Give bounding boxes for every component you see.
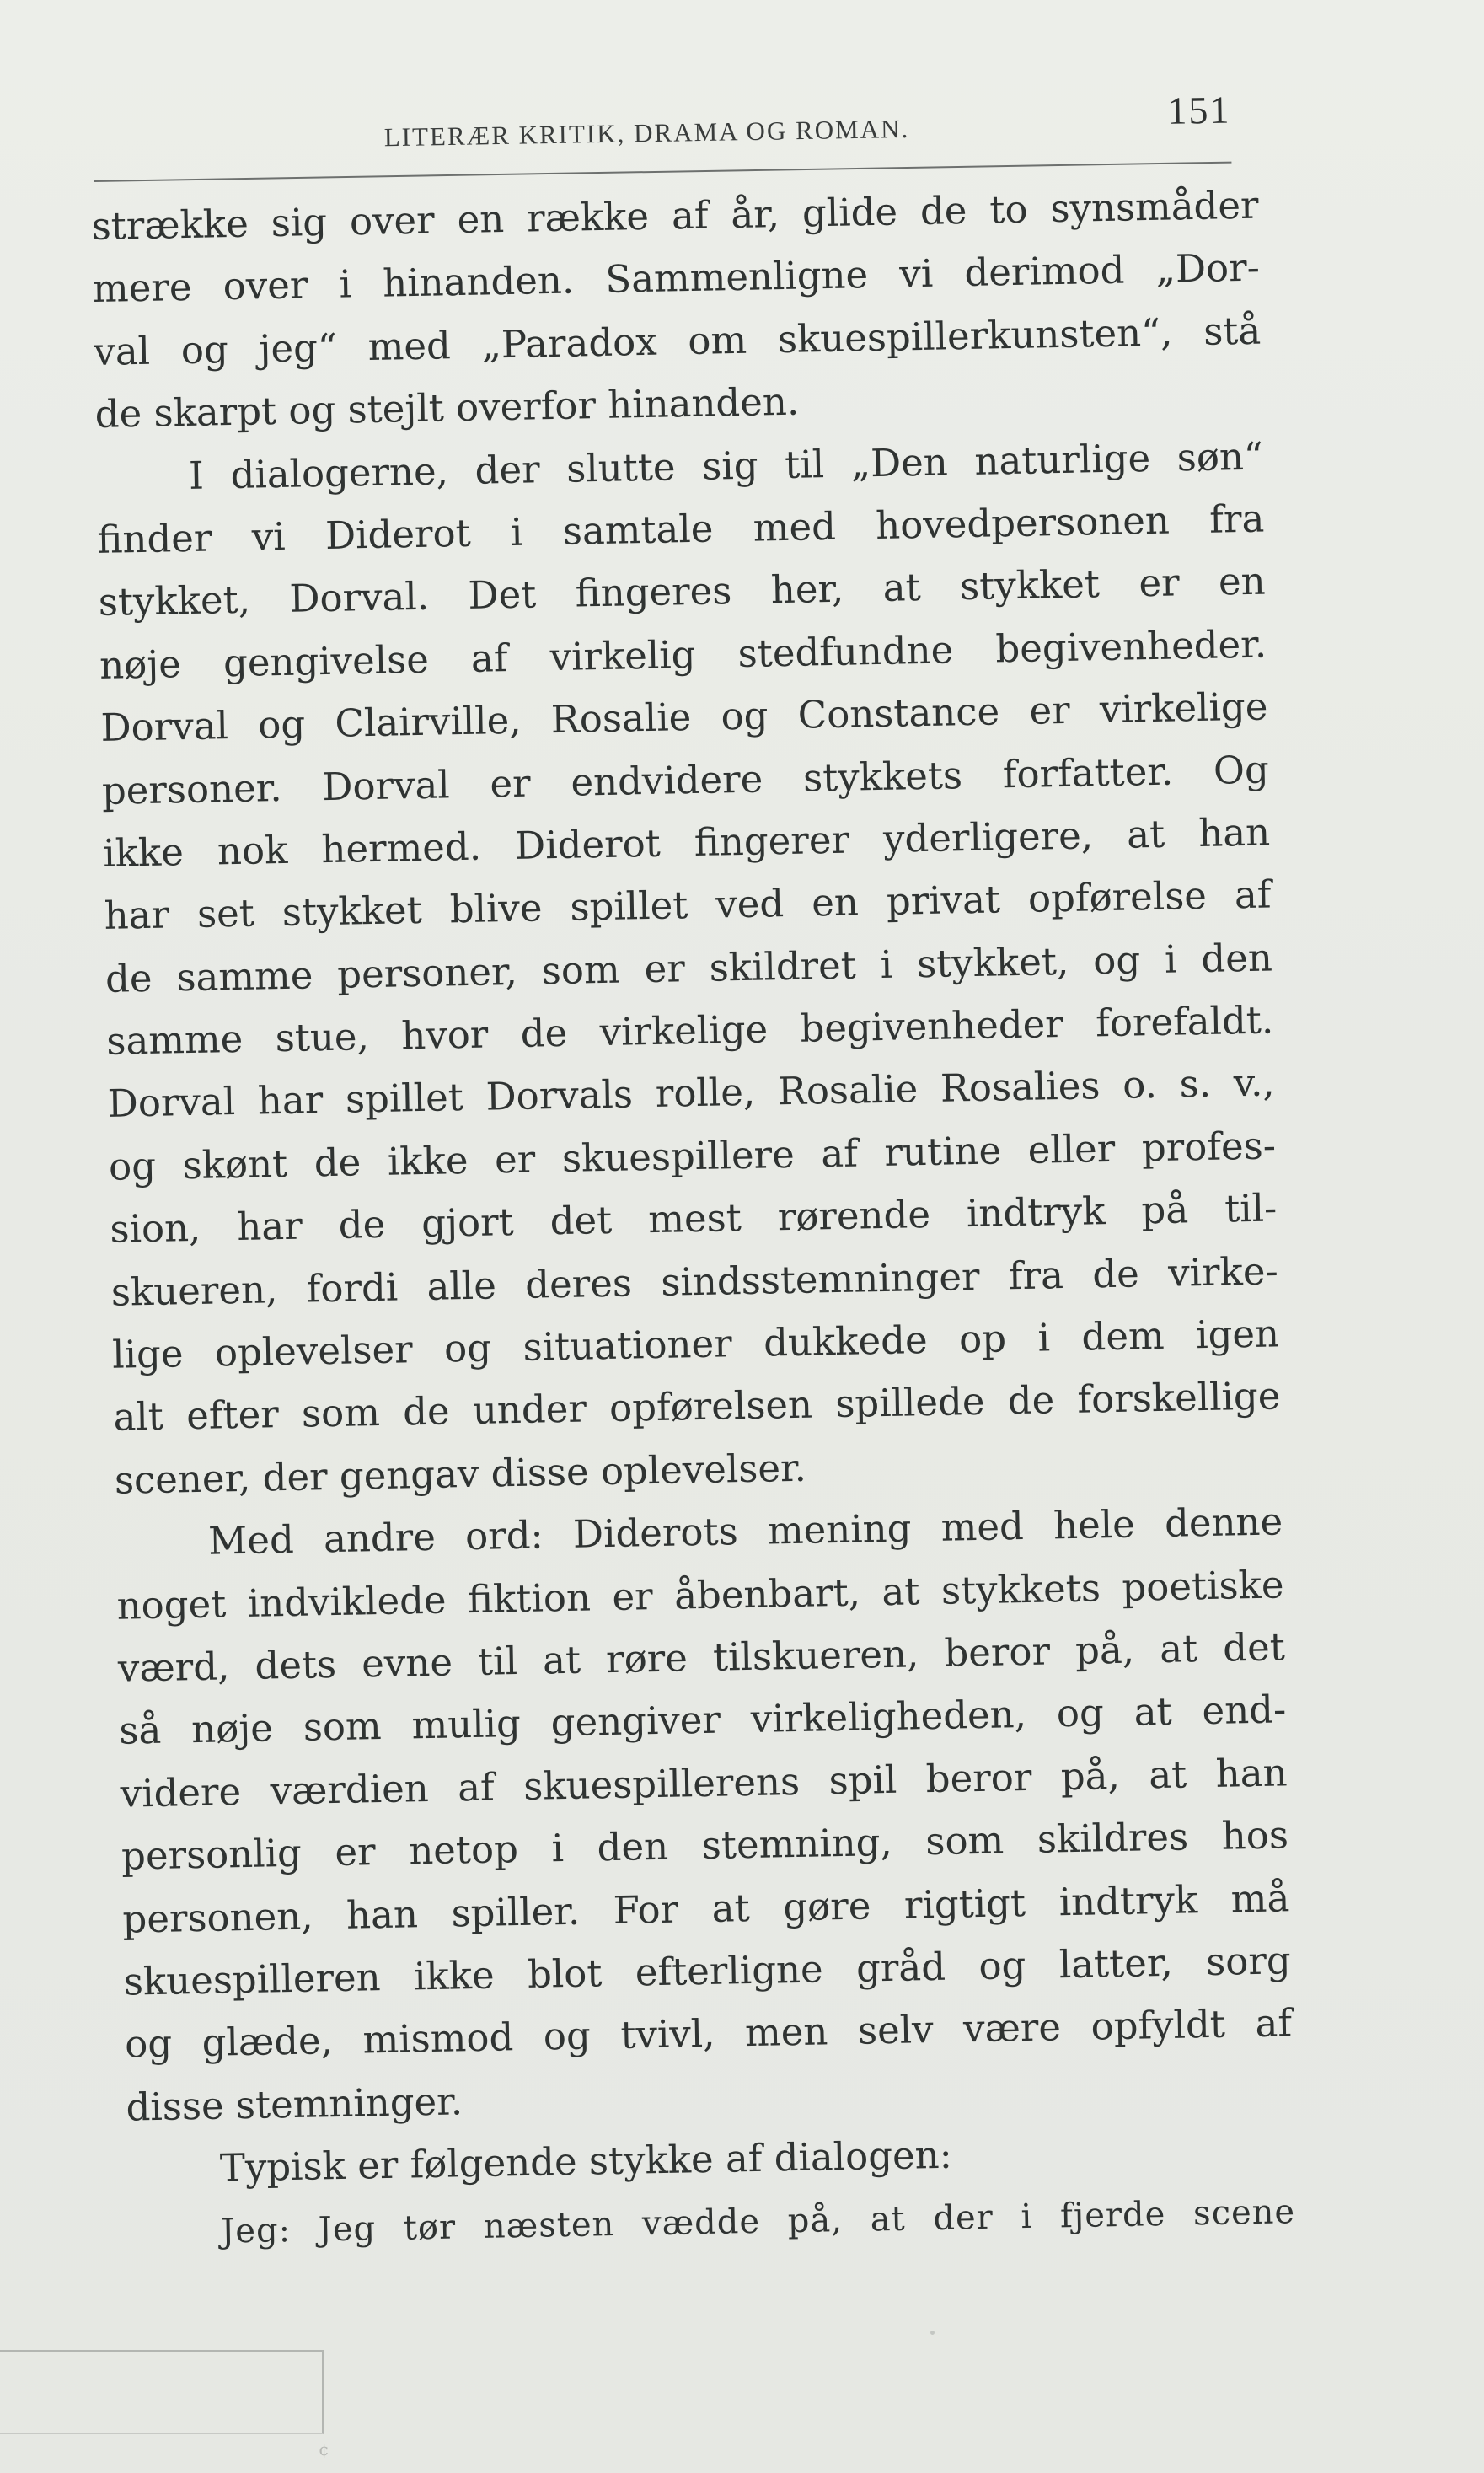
text-line: finder vi Diderot i samtale med hovedpersonen fra bbox=[96, 496, 1265, 562]
text-line: så nøje som mulig gengiver virkeligheden, og at end- bbox=[118, 1687, 1287, 1754]
text-line: skueren, fordi alle deres sindsstemninger fra de virke- bbox=[110, 1248, 1279, 1315]
text-line: skuespilleren ikke blot efterligne gråd og latter, sorg bbox=[123, 1938, 1292, 2004]
text-line: videre værdien af skuespillerens spil beror på, at han bbox=[120, 1750, 1288, 1816]
text-line: strække sig over en række af år, glide de to synsmåder bbox=[91, 182, 1259, 249]
text-line: personer. Dorval er endvidere stykkets forfatter. Og bbox=[101, 747, 1270, 813]
text-line: personlig er netop i den stemning, som skildres hos bbox=[121, 1812, 1289, 1879]
paper-speck bbox=[930, 2331, 935, 2335]
page-number: 151 bbox=[1166, 88, 1231, 132]
text-line: val og jeg“ med „Paradox om skuespillerkunsten“, stå bbox=[93, 308, 1262, 374]
library-stamp-box bbox=[0, 2350, 324, 2434]
text-line: sion, har de gjort det mest rørende indtryk på til- bbox=[109, 1185, 1278, 1253]
text-line: stykket, Dorval. Det fingeres her, at stykket er en bbox=[98, 558, 1267, 625]
page-header bbox=[93, 81, 1232, 192]
text-line: noget indviklede fiktion er åbenbart, at stykkets poetiske bbox=[116, 1561, 1284, 1628]
text-line: Jeg: Jeg tør næsten vædde på, at der i fjerde scene bbox=[220, 2191, 1296, 2251]
text-line: de skarpt og stejlt overfor hinanden. bbox=[94, 378, 800, 437]
text-line: og skønt de ikke er skuespillere af rutine eller profes- bbox=[108, 1123, 1277, 1189]
text-line: Med andre ord: Diderots mening med hele denne bbox=[207, 1499, 1283, 1564]
text-line: samme stue, hvor de virkelige begivenheder forefaldt. bbox=[105, 997, 1274, 1064]
text-line: I dialogerne, der slutte sig til „Den naturlige søn“ bbox=[188, 433, 1264, 498]
text-line: nøje gengivelse af virkelig stedfundne begivenheder. bbox=[99, 621, 1267, 688]
body-text bbox=[91, 174, 1296, 2265]
text-line: har set stykket blive spillet ved en privat opførelse af bbox=[104, 872, 1272, 939]
text-line: Typisk er følgende stykke af dialogen: bbox=[219, 2132, 953, 2191]
running-head: LITERÆR KRITIK, DRAMA OG ROMAN. bbox=[383, 113, 910, 153]
text-line: scener, der gengav disse oplevelser. bbox=[114, 1445, 807, 1503]
text-line: værd, dets evne til at røre tilskueren, beror på, at det bbox=[117, 1624, 1286, 1691]
text-line: Dorval har spillet Dorvals rolle, Rosalie Rosalies o. s. v., bbox=[107, 1059, 1276, 1127]
text-line: og glæde, mismod og tvivl, men selv være opfyldt af bbox=[124, 2000, 1293, 2067]
text-line: Dorval og Clairville, Rosalie og Constance er virkelige bbox=[100, 684, 1268, 751]
text-line: personen, han spiller. For at gøre rigtigt indtryk må bbox=[121, 1875, 1290, 1942]
ink-smudge-icon: ¢ bbox=[319, 2439, 329, 2460]
text-line: ikke nok hermed. Diderot fingerer yderligere, at han bbox=[102, 809, 1271, 876]
text-line: lige oplevelser og situationer dukkede op i dem igen bbox=[111, 1311, 1280, 1377]
text-line: de samme personer, som er skildret i stykket, og i den bbox=[104, 935, 1273, 1001]
text-line: disse stemninger. bbox=[126, 2079, 463, 2130]
text-line: alt efter som de under opførelsen spillede de forskellige bbox=[113, 1373, 1281, 1440]
text-line: mere over i hinanden. Sammenligne vi derimod „Dor- bbox=[92, 244, 1261, 312]
